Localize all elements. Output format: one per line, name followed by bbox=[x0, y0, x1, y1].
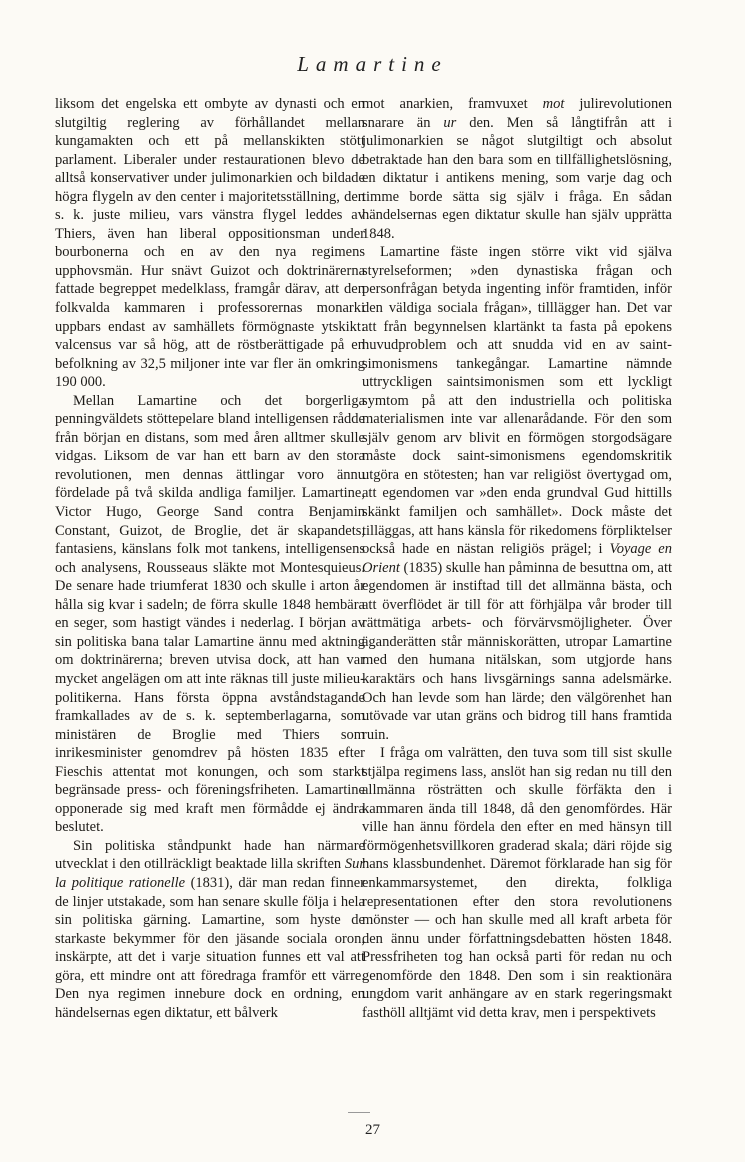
right-column bbox=[362, 95, 672, 1022]
page-title: Lamartine bbox=[297, 52, 448, 76]
text-run: mot anarkien, framvuxet bbox=[362, 96, 543, 112]
text-run: Lamartine fäste ingen större vikt vid själva styrelseformen; »den dynastiska frågan och personfrågan betyda ingenting inför framtiden, inför den väldiga sociala frågan», tilllägger han. Det var att från begynnelsen klartänkt ta fasta på epokens huvudproblem och att snudda vid en av saint-simonismens tankegångar. Lamartine nämnde uttryckligen saintsimonismen som ett lyckligt symtom på att den industriella och politiska materialismen inte var allenarådande. För den som själv genom arv blivit en förmögen storgodsägare måste dock saint-simonismens egendomskritik utgöra en stötesten; han var religiöst övertygad om, att egendomen var »den enda grundval Gud hittills skänkt familjen och samhället». Dock måste det tilläggas, att hans känsla för rikedomens förpliktelser också hade en nästan religiös prägel; i bbox=[362, 244, 672, 558]
page-number: 27 bbox=[365, 1122, 380, 1138]
paragraph: liksom det engelska ett ombyte av dynasti och en slutgiltig reglering av förhållandet mellan kungamakten och ett på mellanskikten stött parlament. Liberaler under restaurationen blevo de alltså konservativer under julimonarkien och bildade högra flygeln av den center i majoritetsställning, den s. k. juste milieu, vars vänstra flygel leddes av Thiers, även han liberal oppositionsman under bourbonerna och en av den nya regimens upphovsmän. Hur snävt Guizot och doktrinärerna fattade begreppet medelklass, framgår därav, att den folkvalda kammaren i professorernas monarki uppbars endast av samhällets förmögnaste ytskikt: valcensus var så hög, att de röstberättigade på en befolkning av 32,5 miljoner inte var fler än omkring 190 000. bbox=[55, 96, 365, 391]
paragraph bbox=[362, 243, 672, 744]
text-run: (1835) skulle han påminna de besuttna om, att egendomen är instiftad till det allmänna bästa, och att överflödet är till för att förhjälpa vår broder till rättmätiga arbets- och förvärvsmöjligheter. Över äganderätten står människorätten, utropar Lamartine med den humana nitälskan, som utgjorde hans karaktärs och hans livsgärnings sanna adelsmärke. Och han levde som han lärde; den välgörenhet han utövade var utan gräns och bidrog till hans framtida ruin. bbox=[362, 559, 672, 743]
left-column bbox=[55, 95, 365, 1022]
paragraph: I fråga om valrätten, den tuva som till sist skulle stjälpa regimens lass, anslöt han sig redan nu till den allmänna rösträtten och skulle förfäkta den i kammaren ända till 1848, då den genomfördes. Här ville han ännu fördela den efter en med hänsyn till förmögenhetsvillkoren graderad skala; däri röjde sig hans klassbundenhet. Däremot förklarade han sig för enkammarsystemet, den direkta, folkliga representationen efter den stora revolutionens mönster — och han skulle med all kraft arbeta för den ännu under författningsdebatten hösten 1848. Pressfriheten tog han också parti för redan nu och genomförde den 1848. Den som i sin reaktionära ungdom varit anhängare av en stark regeringsmakt fasthöll alltjämt vid detta krav, men i perspektivets bbox=[362, 745, 672, 1021]
paragraph bbox=[362, 95, 672, 243]
paragraph bbox=[55, 837, 365, 1022]
italic-word: ur bbox=[443, 114, 457, 131]
footer-rule bbox=[348, 1112, 370, 1113]
text-run: Sin politiska ståndpunkt hade han närmare utvecklat i den otillräckligt beaktade lilla skriften bbox=[55, 837, 365, 873]
text-run: julirevolutionen snarare än bbox=[362, 96, 672, 131]
italic-title: Voyage en Orient bbox=[362, 541, 672, 576]
text-run: (1831), där man redan finner de linjer utstakade, som han senare skulle följa i hela sin politiska gärning. Lamartine, som hyste de starkaste bekymmer för den jäsande sociala oron, inskärpte, att det i varje situation funnes ett val att göra, ett mindre ont att föredraga framför ett värre. Den nya regimen innebure dock en ordning, en händelsernas egen diktatur, ett bålverk bbox=[55, 874, 365, 1021]
italic-word: mot bbox=[542, 96, 565, 112]
italic-title: Sur la politique rationelle bbox=[55, 856, 365, 891]
text-run: den. Men så långtifrån att i julimonarkien se något slutgiltigt och absolut betraktade han den bara som en tillfällighetslösning, en diktatur i antikens mening, som varje dag och timme borde sätta sig själv i fråga. En sådan händelsernas egen diktatur skulle han själv upprätta 1848. bbox=[362, 114, 672, 242]
paragraph: Mellan Lamartine och det borgerliga penningväldets stöttepelare bland intelligensen rådde från början en distans, som med åren alltmer skulle vidgas. Liksom de var han ett barn av den stora revolutionen, men dennas ättlingar voro ännu fördelade på två skilda andliga familjer. Lamartine, Victor Hugo, George Sand contra Benjamin Constant, Guizot, de Broglie, det är skapandets, fantasiens, känslans folk mot tankens, intelligensens och analysens, Rousseaus släkte mot Montesquieus. De senare hade triumferat 1830 och skulle i arton år hålla sig kvar i sadeln; de förra skulle 1848 hembära en seger, som hastigt vändes i nederlag. I början av sin politiska bana talar Lamartine ännu med aktning om doktrinärerna; breven utvisa dock, att han var mycket angelägen om att inte räknas till juste milieu-politikerna. Hans första öppna avståndstagande framkallades av de s. k. septemberlagarna, som ministären de Broglie med Thiers som inrikesminister genomdrev på hösten 1835 efter Fieschis attentat mot konungen, och som starkt begränsade press- och föreningsfriheten. Lamartine opponerade sig med kraft men förmådde ej ändra beslutet. bbox=[55, 392, 365, 836]
